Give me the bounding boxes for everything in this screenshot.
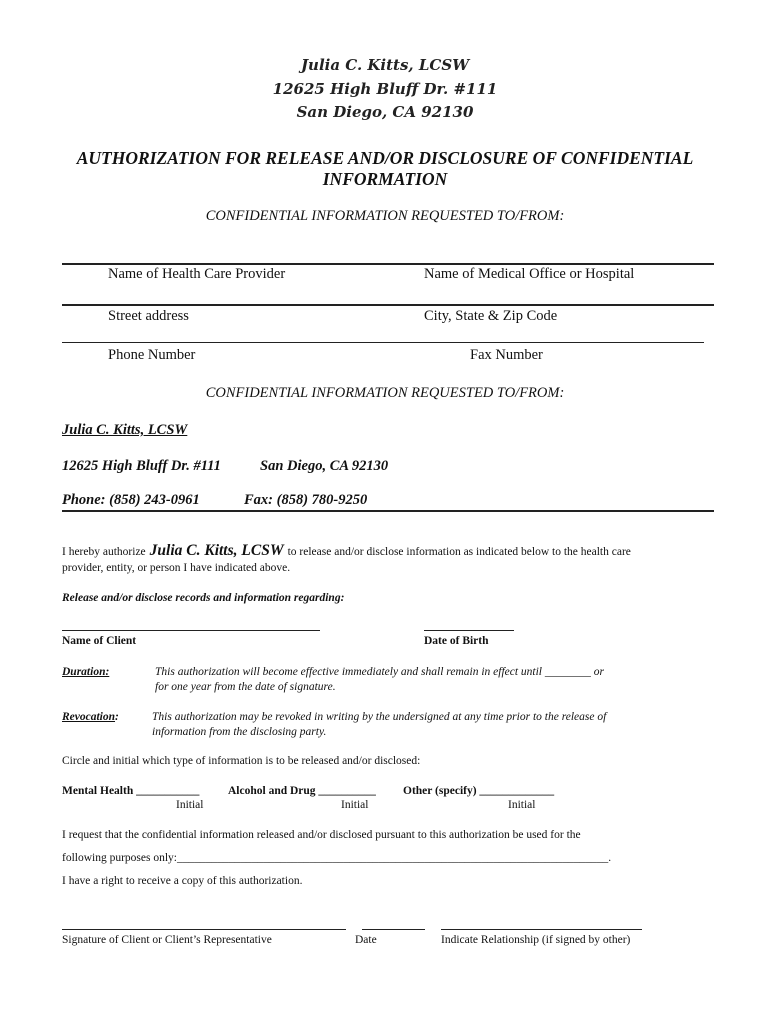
- authorize-suffix: to release and/or disclose information as indicated below to the health care: [287, 546, 631, 558]
- medical-office-label: Name of Medical Office or Hospital: [424, 266, 635, 282]
- relationship-label: Indicate Relationship (if signed by other): [441, 934, 631, 946]
- dob-line[interactable]: [424, 630, 514, 631]
- client-name-line[interactable]: [62, 630, 320, 631]
- practitioner-name: Julia C. Kitts, LCSW: [62, 422, 188, 438]
- revocation-label-wrap: [62, 711, 119, 723]
- circle-instruction: Circle and initial which type of information is to be released and/or disclosed:: [62, 755, 421, 767]
- practitioner-rule: [62, 510, 714, 512]
- initial-label-1: Initial: [176, 799, 204, 811]
- revocation-label: Revocation: [62, 711, 116, 723]
- practitioner-street: 12625 High Bluff Dr. #111: [62, 458, 221, 474]
- initial-label-3: Initial: [508, 799, 536, 811]
- initial-label-2: Initial: [341, 799, 369, 811]
- practitioner-phone: Phone: (858) 243-0961: [62, 492, 200, 508]
- practitioner-city: San Diego, CA 92130: [260, 458, 389, 474]
- relationship-line[interactable]: [441, 929, 642, 930]
- signature-line[interactable]: [62, 929, 346, 930]
- date-label: Date: [355, 934, 377, 946]
- requested-heading-1: CONFIDENTIAL INFORMATION REQUESTED TO/FROM:: [205, 208, 565, 224]
- letterhead-street: 12625 High Bluff Dr. #111: [272, 80, 498, 98]
- street-address-label: Street address: [108, 308, 189, 324]
- authorize-prefix: I hereby authorize: [62, 546, 146, 558]
- health-care-provider-label: Name of Health Care Provider: [108, 266, 286, 282]
- duration-text-2: for one year from the date of signature.: [155, 681, 336, 693]
- signature-label: Signature of Client or Client’s Representative: [62, 934, 272, 946]
- duration-text-1: This authorization will become effective immediately and shall remain in effect until ________ or: [155, 666, 604, 678]
- authorize-name: Julia C. Kitts, LCSW: [149, 542, 284, 559]
- purpose-line-2[interactable]: following purposes only:___________________________________________________________________________.: [62, 852, 612, 864]
- purpose-line-1: I request that the confidential information released and/or disclosed pursuant to this authorization be used for the: [62, 829, 581, 841]
- letterhead-name: Julia C. Kitts, LCSW: [300, 56, 470, 74]
- street-line: [62, 304, 714, 306]
- release-heading: Release and/or disclose records and information regarding:: [62, 592, 345, 604]
- phone-number-label: Phone Number: [108, 347, 196, 363]
- copy-right-statement: I have a right to receive a copy of this authorization.: [62, 875, 303, 887]
- duration-label: Duration:: [62, 666, 110, 678]
- practitioner-fax: Fax: (858) 780-9250: [244, 492, 368, 508]
- client-name-label: Name of Client: [62, 635, 137, 647]
- revocation-colon: :: [115, 711, 119, 723]
- authorize-line-2: provider, entity, or person I have indicated above.: [62, 562, 291, 574]
- provider-name-line: [62, 263, 714, 265]
- fax-number-label: Fax Number: [470, 347, 543, 363]
- form-title: AUTHORIZATION FOR RELEASE AND/OR DISCLOSURE OF CONFIDENTIAL INFORMATION: [76, 148, 694, 189]
- dob-label: Date of Birth: [424, 635, 489, 647]
- other-option[interactable]: Other (specify) _____________: [403, 785, 555, 797]
- mental-health-option[interactable]: Mental Health ___________: [62, 785, 200, 797]
- letterhead-city: San Diego, CA 92130: [296, 103, 474, 121]
- requested-heading-2: CONFIDENTIAL INFORMATION REQUESTED TO/FROM:: [205, 385, 565, 401]
- city-state-zip-label: City, State & Zip Code: [424, 308, 558, 324]
- revocation-text-1: This authorization may be revoked in writing by the undersigned at any time prior to the release of: [152, 711, 607, 723]
- authorize-line-1: [62, 542, 631, 560]
- revocation-text-2: information from the disclosing party.: [152, 726, 327, 738]
- alcohol-drug-option[interactable]: Alcohol and Drug __________: [228, 785, 376, 797]
- phone-line: [62, 342, 704, 343]
- date-line[interactable]: [362, 929, 425, 930]
